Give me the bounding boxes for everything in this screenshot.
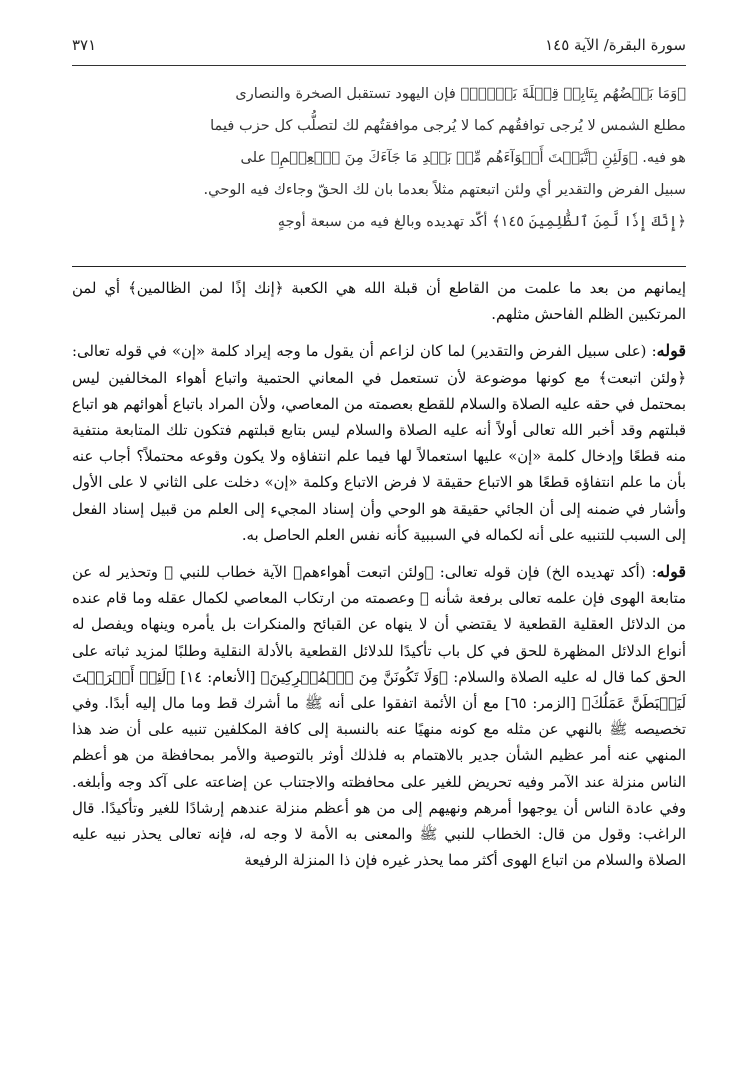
commentary-text [72,276,686,878]
page-header [72,32,686,58]
paragraph-text: إيمانهم من بعد ما علمت من القاطع أن قبلة الله هي الكعبة ﴿إنك إذًا لمن الظالمين﴾ أي لمن المرتكبين الظلم الفاحش مثلهم. [72,280,686,324]
surah-reference: سورة البقرة/ الآية ١٤٥ [545,36,686,54]
tafsir-line: سبيل الفرض والتقدير أي ولئن اتبعتهم مثلاً بعدما بان لك الحقّ وجاءك فيه الوحي. [203,181,686,198]
page-number: ٣٧١ [72,36,97,54]
tafsir-line: ﴿إِنَّكَ إِذٗا لَّمِنَ ٱلظَّٰلِمِينَ ١٤٥﴾ أكّد تهديده وبالغ فيه من سبعة أوجهٍ [277,213,686,230]
paragraph-keyword: قوله [656,562,686,582]
tafsir-line: ﴿وَمَا بَعۡضُهُم بِتَابِعٖ قِبۡلَةَ بَعۡضٖۚ﴾ فإن اليهود تستقبل الصخرة والنصارى [235,85,686,102]
commentary-paragraph [72,338,686,549]
tafsir-line: هو فيه. ﴿وَلَئِنِ ٱتَّبَعۡتَ أَهۡوَآءَهُم مِّنۢ بَعۡدِ مَا جَآءَكَ مِنَ ٱلۡعِلۡمِ﴾ على [240,149,686,166]
tafsir-text [72,78,686,238]
section-divider [72,266,686,267]
commentary-paragraph [72,559,686,874]
paragraph-text: : (على سبيل الفرض والتقدير) لما كان لزاعم أن يقول ما وجه إيراد كلمة «إن» في قوله تعالى: ﴿ولئن اتبعت﴾ مع كونها موضوعة لأن تستعمل في المعاني الحتمية واتباع أهواء المخالفين ليس بمحتمل في حقه عليه الصلاة والسلام للقطع بعصمته من المعاصي، ولأن المراد باتباع أهوائهم هو اتباع قبلتهم وقد أخبر الله تعالى أولاً أنه عليه الصلاة والسلام ليس بتابع قبلتهم فتكون تلك المتابعة منتفية منه قطعًا وإدخال كلمة «إن» عليها استعمالاً لها فيما علم انتفاؤه ولا يكون وقوعه محتملاً؟ أجاب عنه بأن ما علم انتفاؤه قطعًا هو الاتباع حقيقة لا فرض الاتباع وكلمة «إن» دخلت على الثاني لا على الأول وأشار في ضمنه إلى أن الجائي حقيقة هو الوحي وأن إسناد المجيء إلى العلم من قبيل إسناد الفعل إلى السبب للتنبيه على أنه لكماله في السببية كأنه نفس العلم الحاصل به. [72,343,686,544]
paragraph-keyword: قوله [656,341,686,361]
paragraph-text: : (أكد تهديده الخ) فإن قوله تعالى: ﴿ولئن اتبعت أهواءهم﴾ الآية خطاب للنبي ﷺ وتحذير له عن متابعة الهوى فإن علمه تعالى برفعة شأنه ﷺ وعصمته من ارتكاب المعاصي لكمال عقله وما قام عنده من الدلائل العقلية القطعية لا يقتضي أن لا ينهاه عن القبائح والمنكرات بل يأمره وينهاه ويفصل له أنواع الدلائل المظهرة للحق في كل باب تأكيدًا للدلائل القطعية بالأدلة النقلية وطلبًا لمزيد ثباته على الحق كما قال له عليه الصلاة والسلام: ﴿وَلَا تَكُونَنَّ مِنَ ٱلۡمُشۡرِكِينَ﴾ [الأنعام: ١٤] ﴿لَئِنۡ أَشۡرَكۡتَ لَيَحۡبَطَنَّ عَمَلُكَ﴾ [الزمر: ٦٥] مع أن الأئمة اتفقوا على أنه ﷺ ما أشرك قط وما مال إليه أبدًا. وفي تخصيصه ﷺ بالنهي عن مثله مع كونه منهيًا عنه بالنسبة إلى كافة المكلفين تنبيه على أن ضد هذا المنهي عنه أمر عظيم الشأن جدير بالاهتمام به فلذلك أوثر بالتوصية والأمر بمحافظة من هو أعظم الناس منزلة عند الآمر وفيه تحريض للغير على محافظته والاجتناب عن إضاعته على آكد وجه وأبلغه. وفي عادة الناس أن يوجهوا أمرهم ونهيهم إلى من هو أعظم منزلة عندهم إرشادًا للغير وتأكيدًا. قال الراغب: وقول من قال: الخطاب للنبي ﷺ والمعنى به الأمة لا وجه له، فإنه تعالى يحذر نبيه عليه الصلاة والسلام من اتباع الهوى أكثر مما يحذر غيره فإن ذا المنزلة الرفيعة [72,564,686,870]
tafsir-line: مطلع الشمس لا يُرجى توافقُهم كما لا يُرجى موافقتُهم لك لتصلُّب كل حزب فيما [210,117,686,134]
header-rule [72,65,686,66]
commentary-paragraph [72,276,686,328]
